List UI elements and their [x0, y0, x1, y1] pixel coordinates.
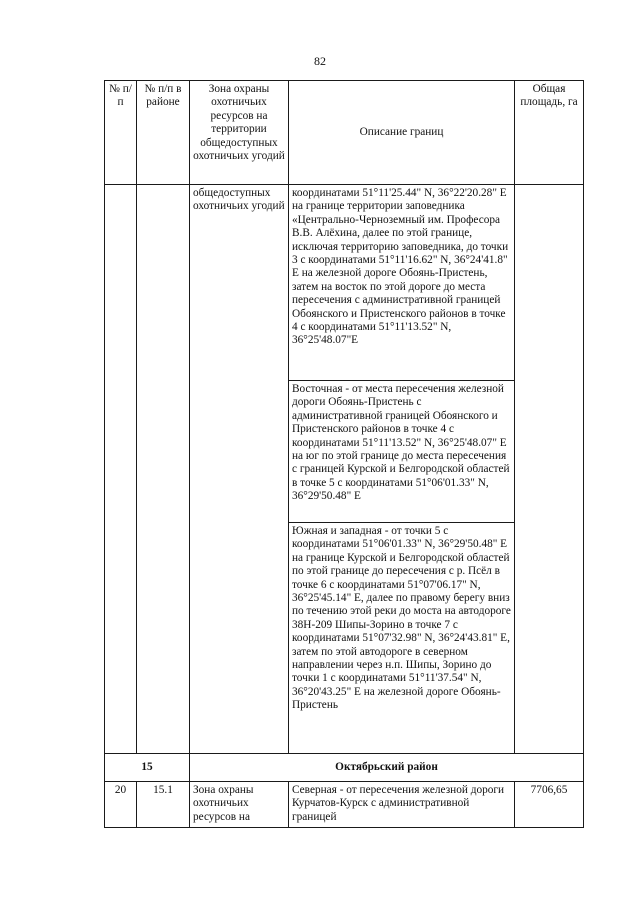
header-number: № п/п — [105, 81, 137, 185]
area-cell: 7706,65 — [515, 782, 584, 828]
header-zone: Зона охраны охотничьих ресурсов на территории общедоступных охотничьих угодий — [190, 81, 289, 185]
description-cell: Северная - от пересечения железной дороги Курчатов-Курск с административной границей — [289, 782, 515, 828]
district-number: 15 — [105, 754, 190, 782]
zone-cell: общедоступных охотничьих угодий — [190, 185, 289, 754]
page-number: 82 — [314, 54, 326, 68]
boundaries-table — [104, 80, 584, 828]
description-cell — [289, 523, 515, 754]
description-cell: Восточная - от места пересечения железной дороги Обоянь-Пристень с административной границей Обоянского и Пристенского районов в точке 4 с координатами 51°11'13.52" N, 36°25'48.07" Е на юг по этой границе до места пересечения с границей Курской и Белгородской областей в точке 5 с координатами 51°06'01.33" N, 36°29'50.48" Е — [289, 381, 515, 523]
empty-cell — [137, 185, 190, 754]
row-number: 20 — [105, 782, 137, 828]
description-cell: координатами 51°11'25.44" N, 36°22'20.28" Е на границе территории заповедника «Центрально-Черноземный им. Професора В.В. Алёхина, далее по этой границе, исключая территорию заповедника, до точки 3 с координатами 51°11'16.62" N, 36°24'41.8" Е на железной дороге Обоянь-Пристень, затем на восток по этой дороге до места пересечения с административной границей Обоянского и Пристенского районов в точке 4 с координатами 51°11'13.52" N, 36°25'48.07"Е — [289, 185, 515, 381]
header-description: Описание границ — [289, 81, 515, 185]
header-area: Общая площадь, га — [515, 81, 584, 185]
table-row — [105, 185, 584, 381]
district-row — [105, 754, 584, 782]
description-text: Южная и западная - от точки 5 с координатами 51°06'01.33" N, 36°29'50.48" Е на границе Курской и Белгородской областей по этой границе до пересечения с р. Псёл в точке 6 с координатами 51°07'06.17" N, 36°25'45.14" Е, далее по правому берегу вниз по течению этой реки до моста на автодороге 38Н-209 Шипы-Зорино в точке 7 с координатами 51°07'32.98" N, 36°24'43.81" Е, затем по этой автодороге в северном направлении через н.п. Шипы, Зорино до точки 1 с координатами 51°11'37.54" N, 36°20'43.25" Е на железной дороге Обоянь-Пристень — [292, 525, 511, 712]
table-header-row — [105, 81, 584, 185]
zone-cell: Зона охраны охотничьих ресурсов на — [190, 782, 289, 828]
table-row — [105, 782, 584, 828]
empty-cell — [105, 185, 137, 754]
row-number-in-district: 15.1 — [137, 782, 190, 828]
header-number-in-district: № п/п в районе — [137, 81, 190, 185]
area-cell — [515, 185, 584, 754]
district-name: Октябрьский район — [190, 754, 584, 782]
